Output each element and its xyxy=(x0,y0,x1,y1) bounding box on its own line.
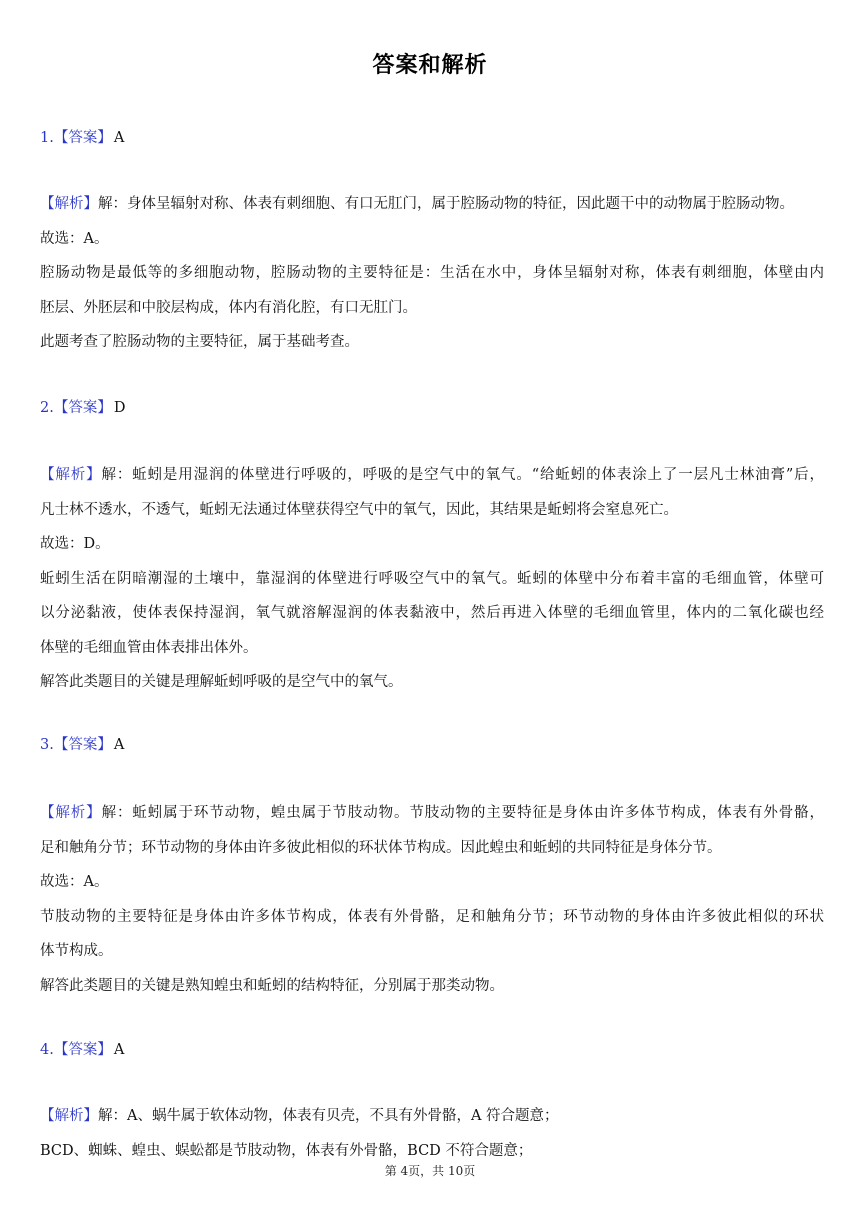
analysis-tag: 【解析】 xyxy=(40,1108,98,1124)
analysis-block-1 xyxy=(40,187,824,360)
analysis-block-4 xyxy=(40,1099,824,1168)
question-number: 1. xyxy=(40,130,54,146)
analysis-line: 解答此类题目的关键是熟知蝗虫和蚯蚓的结构特征，分别属于那类动物。 xyxy=(40,977,504,994)
answer-line-2 xyxy=(40,398,125,418)
answer-line-1 xyxy=(40,128,124,148)
analysis-line: 故选：D。 xyxy=(40,536,110,552)
analysis-line: 蚯蚓生活在阴暗潮湿的土壤中，靠湿润的体壁进行呼吸空气中的氧气。蚯蚓的体壁中分布着丰富的毛细血管，体壁可 xyxy=(40,570,824,587)
analysis-line: 足和触角分节；环节动物的身体由许多彼此相似的环状体节构成。因此蝗虫和蚯蚓的共同特征是身体分节。 xyxy=(40,839,722,856)
question-number: 2. xyxy=(40,400,54,416)
analysis-line: 故选：A。 xyxy=(40,230,109,247)
analysis-line: 【解析】解：蚯蚓是用湿润的体壁进行呼吸的，呼吸的是空气中的氧气。“给蚯蚓的体表涂上了一层凡士林油膏”后， xyxy=(40,467,824,483)
page-footer: 第 4页，共 10页 xyxy=(384,1164,476,1178)
analysis-line: 故选：A。 xyxy=(40,874,109,890)
question-number: 3. xyxy=(40,737,54,753)
answer-tag: 【答案】 xyxy=(53,400,112,416)
analysis-line: 凡士林不透水，不透气，蚯蚓无法通过体壁获得空气中的氧气，因此，其结果是蚯蚓将会窒息死亡。 xyxy=(40,501,678,518)
analysis-line: 腔肠动物是最低等的多细胞动物，腔肠动物的主要特征是：生活在水中，身体呈辐射对称，体表有刺细胞，体壁由内 xyxy=(40,265,824,281)
analysis-block-2 xyxy=(40,458,824,700)
analysis-line: 节肢动物的主要特征是身体由许多体节构成，体表有外骨骼，足和触角分节；环节动物的身体由许多彼此相似的环状 xyxy=(40,908,824,925)
analysis-tag: 【解析】 xyxy=(40,196,98,212)
answer-tag: 【答案】 xyxy=(53,737,112,753)
analysis-line: 【解析】解：蚯蚓属于环节动物，蝗虫属于节肢动物。节肢动物的主要特征是身体由许多体节构成，体表有外骨骼， xyxy=(40,805,824,821)
analysis-tag: 【解析】 xyxy=(40,467,102,483)
analysis-block-3 xyxy=(40,796,824,1003)
answer-tag: 【答案】 xyxy=(53,130,112,146)
answer-value: D xyxy=(113,400,126,416)
answer-tag: 【答案】 xyxy=(53,1042,112,1058)
question-number: 4. xyxy=(40,1042,54,1058)
analysis-line: 此题考查了腔肠动物的主要特征，属于基础考查。 xyxy=(40,334,359,350)
analysis-tag: 【解析】 xyxy=(40,805,102,821)
answer-value: A xyxy=(113,1042,125,1058)
answer-value: A xyxy=(113,737,125,753)
page-title: 答案和解析 xyxy=(372,53,488,78)
analysis-line: 【解析】解：身体呈辐射对称、体表有刺细胞、有口无肛门，属于腔肠动物的特征，因此题干中的动物属于腔肠动物。 xyxy=(40,196,794,212)
analysis-line: 体节构成。 xyxy=(40,943,113,959)
analysis-line: 解答此类题目的关键是理解蚯蚓呼吸的是空气中的氧气。 xyxy=(40,674,403,690)
analysis-line: BCD、蜘蛛、蝗虫、蜈蚣都是节肢动物，体表有外骨骼，BCD 不符合题意； xyxy=(40,1142,533,1159)
analysis-line: 以分泌黏液，使体表保持湿润，氧气就溶解湿润的体表黏液中，然后再进入体壁的毛细血管里，体内的二氧化碳也经 xyxy=(40,605,824,621)
analysis-line: 【解析】解：A、蜗牛属于软体动物，体表有贝壳，不具有外骨骼，A 符合题意； xyxy=(40,1108,559,1124)
analysis-line: 体壁的毛细血管由体表排出体外。 xyxy=(40,639,258,656)
answer-value: A xyxy=(113,130,125,146)
analysis-line: 胚层、外胚层和中胶层构成，体内有消化腔，有口无肛门。 xyxy=(40,299,417,316)
answer-line-4 xyxy=(40,1040,124,1060)
answer-line-3 xyxy=(40,735,124,755)
